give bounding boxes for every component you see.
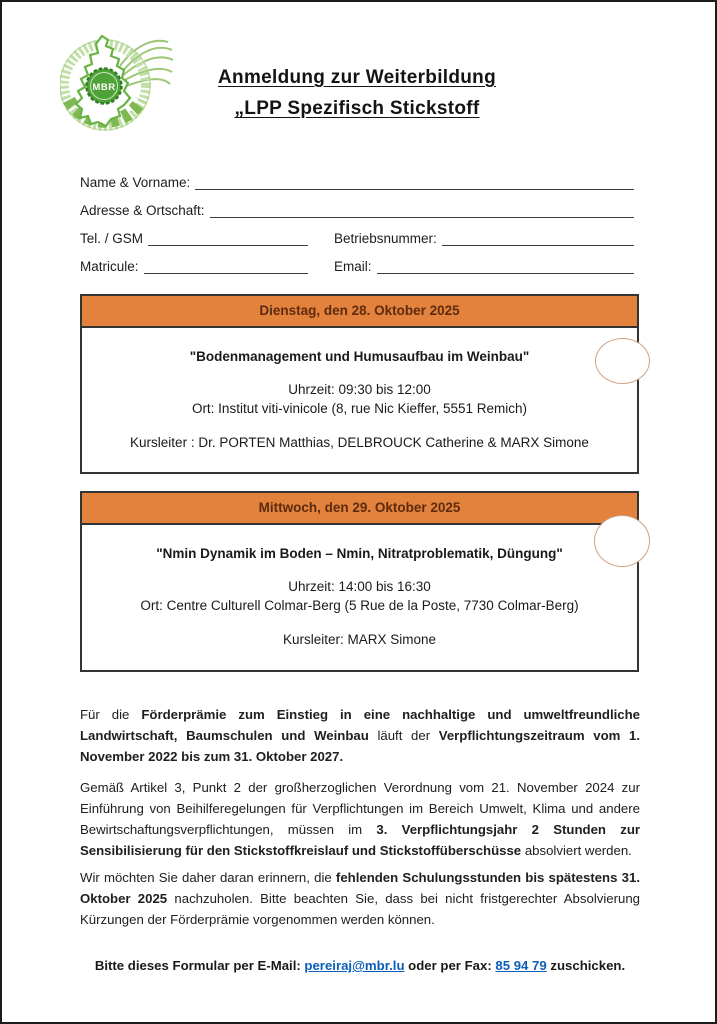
matricule-field[interactable] [144, 260, 308, 274]
form-row-tel-betrieb [80, 228, 634, 246]
session-topic: "Bodenmanagement und Humusaufbau im Weinbau" [189, 349, 530, 364]
matricule-label: Matricule: [80, 259, 139, 274]
footer-instruction [80, 958, 640, 973]
session-card-mittwoch [80, 491, 639, 672]
decor-circle-1 [595, 338, 650, 384]
text-segment: Verpflichtungszeitraum vom 1. November 2022 bis zum 31. Oktober 2027. [80, 728, 641, 764]
session-instructor: Kursleiter : Dr. PORTEN Matthias, DELBROUCK Catherine & MARX Simone [130, 435, 589, 450]
text-segment: Wir möchten Sie daher daran erinnern, die [80, 870, 336, 885]
mbr-logo-text: MBR [92, 82, 116, 93]
form-row-name [80, 172, 634, 190]
session-card-dienstag [80, 294, 639, 474]
text-segment: Förderprämie zum Einstieg in eine nachhaltige und umweltfreundliche Landwirtschaft, Baumschulen und Weinbau [80, 707, 640, 743]
fax-link[interactable]: 85 94 79 [495, 958, 547, 973]
email-field[interactable] [377, 260, 634, 274]
decor-circle-2 [594, 515, 650, 567]
text-segment: zuschicken. [546, 958, 626, 973]
session-body [82, 328, 637, 450]
text-segment: fehlenden Schulungsstunden bis spätestens 31. Oktober 2025 [80, 870, 640, 906]
betriebsnummer-label: Betriebsnummer: [334, 231, 437, 246]
adresse-ortschaft-label: Adresse & Ortschaft: [80, 203, 205, 218]
paragraph-erinnerung [80, 867, 640, 930]
text-segment: nachzuholen. Bitte beachten Sie, dass bei nicht fristgerechter Absolvierung Kürzungen der Förderprämie vorgenommen werden können. [80, 891, 640, 927]
email-link[interactable]: pereiraj@mbr.lu [304, 958, 405, 973]
session-date-header: Dienstag, den 28. Oktober 2025 [82, 296, 637, 328]
tel-gsm-field[interactable] [148, 232, 308, 246]
text-segment: absolviert werden. [521, 843, 632, 858]
tel-gsm-label: Tel. / GSM [80, 231, 144, 246]
betriebsnummer-field[interactable] [442, 232, 634, 246]
title-line-1: Anmeldung zur Weiterbildung [218, 67, 496, 88]
session-time: Uhrzeit: 09:30 bis 12:00 [288, 382, 431, 397]
text-segment: Für die [80, 707, 142, 722]
session-topic: "Nmin Dynamik im Boden – Nmin, Nitratproblematik, Düngung" [156, 546, 563, 561]
form-row-address [80, 200, 634, 218]
adresse-ortschaft-field[interactable] [210, 204, 634, 218]
text-segment: Bitte dieses Formular per E-Mail: [94, 958, 305, 973]
session-body [82, 525, 637, 647]
session-time: Uhrzeit: 14:00 bis 16:30 [288, 579, 431, 594]
form-row-matricule-email [80, 256, 634, 274]
paragraph-verordnung [80, 777, 640, 861]
email-label: Email: [334, 259, 372, 274]
session-location: Ort: Institut viti-vinicole (8, rue Nic Kieffer, 5551 Remich) [191, 401, 528, 416]
text-segment: 3. Verpflichtungsjahr 2 Stunden zur Sensibilisierung für den Stickstoffkreislauf und Stickstoffüberschüsse [80, 822, 641, 858]
name-vorname-label: Name & Vorname: [80, 175, 191, 190]
paragraph-foerderpraemie [80, 704, 640, 767]
text-segment: läuft der [368, 728, 439, 743]
title-line-2: „LPP Spezifisch Stickstoff [234, 98, 480, 119]
text-segment: oder per Fax: [404, 958, 496, 973]
session-instructor: Kursleiter: MARX Simone [282, 632, 437, 647]
text-segment: Gemäß Artikel 3, Punkt 2 der großherzoglichen Verordnung vom 21. November 2024 zur Einführung von Beihilferegelungen für Verpflichtungen im Bereich Umwelt, Klima und andere Bewirtschaftungsverpflichtungen, müssen im [80, 780, 640, 837]
session-location: Ort: Centre Culturell Colmar-Berg (5 Rue de la Poste, 7730 Colmar-Berg) [140, 598, 579, 613]
form-title [120, 62, 594, 124]
session-date-header: Mittwoch, den 29. Oktober 2025 [82, 493, 637, 525]
name-vorname-field[interactable] [195, 176, 634, 190]
